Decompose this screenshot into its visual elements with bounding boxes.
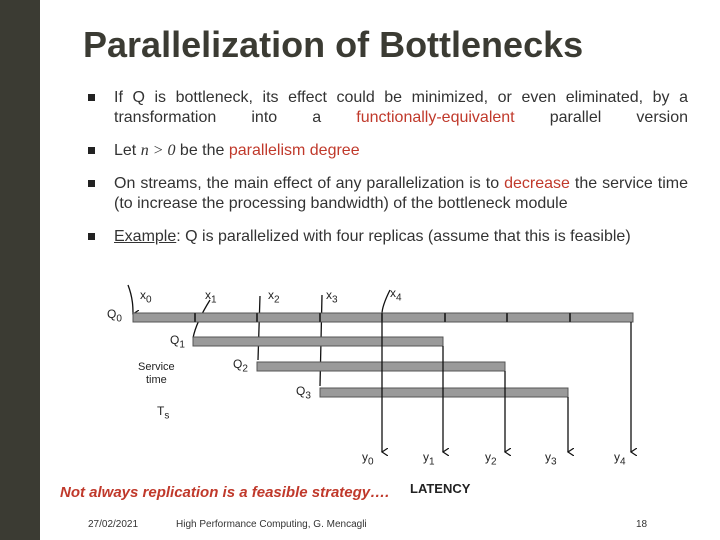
footer-page-number: 18 <box>636 519 648 530</box>
label-x4: $x_4$ <box>390 286 402 304</box>
bottom-note: Not always replication is a feasible strategy…. <box>60 484 390 501</box>
input-arrow-x0 <box>128 285 133 314</box>
bullet-3-highlight: decrease <box>504 175 570 192</box>
label-service-time: Service time <box>138 361 175 386</box>
bar-q3 <box>320 388 568 397</box>
label-y0: $y_0$ <box>362 450 374 468</box>
replica-bars <box>133 313 633 397</box>
label-y3: $y_3$ <box>545 450 557 468</box>
bullet-3-text-b: the service time (to increase the processing bandwidth) of the bottleneck module <box>114 175 688 212</box>
label-q0: $Q_0$ <box>107 307 122 325</box>
bar-q1 <box>193 337 443 346</box>
bar-q2 <box>257 362 505 371</box>
label-x3: $x_3$ <box>326 288 338 306</box>
input-arrow-x2 <box>258 296 260 360</box>
bullet-2-text-a: Let <box>114 142 141 159</box>
bullet-4-example: Example <box>114 228 177 245</box>
bullet-1-text-b: parallel version <box>514 109 689 126</box>
label-q2: $Q_2$ <box>233 357 248 375</box>
label-y2: $y_2$ <box>485 450 497 468</box>
label-q3: $Q_3$ <box>296 384 311 402</box>
label-x0: $x_0$ <box>140 288 152 306</box>
footer-date: 27/02/2021 <box>88 519 139 530</box>
label-x1: $x_1$ <box>205 288 217 306</box>
label-y1: $y_1$ <box>423 450 435 468</box>
bullet-4-text: : Q is parallelized with four replicas (assume that this is feasible) <box>176 228 631 245</box>
bullet-2-highlight: parallelism degree <box>228 142 360 159</box>
bullet-2-math: n > 0 <box>140 142 176 159</box>
label-y4: $y_4$ <box>614 450 626 468</box>
footer-author: High Performance Computing, G. Mencagli <box>176 519 367 530</box>
input-arrow-x4 <box>382 290 390 314</box>
bullet-3-text-a: On streams, the main effect of any parallelization is to <box>114 175 505 192</box>
slide-title: Parallelization of Bottlenecks <box>83 24 584 65</box>
bullet-1-text-a: If Q is bottleneck, its effect could be minimized, or even eliminated, by a transformation into a <box>114 89 688 126</box>
bullet-1-highlight: functionally-equivalent <box>356 109 515 126</box>
label-x2: $x_2$ <box>268 288 280 306</box>
latency-label: LATENCY <box>410 481 471 496</box>
bullet-2-text-b: be the <box>175 142 229 159</box>
label-q1: $Q_1$ <box>170 333 185 351</box>
label-ts: $T_s$ <box>157 404 170 422</box>
